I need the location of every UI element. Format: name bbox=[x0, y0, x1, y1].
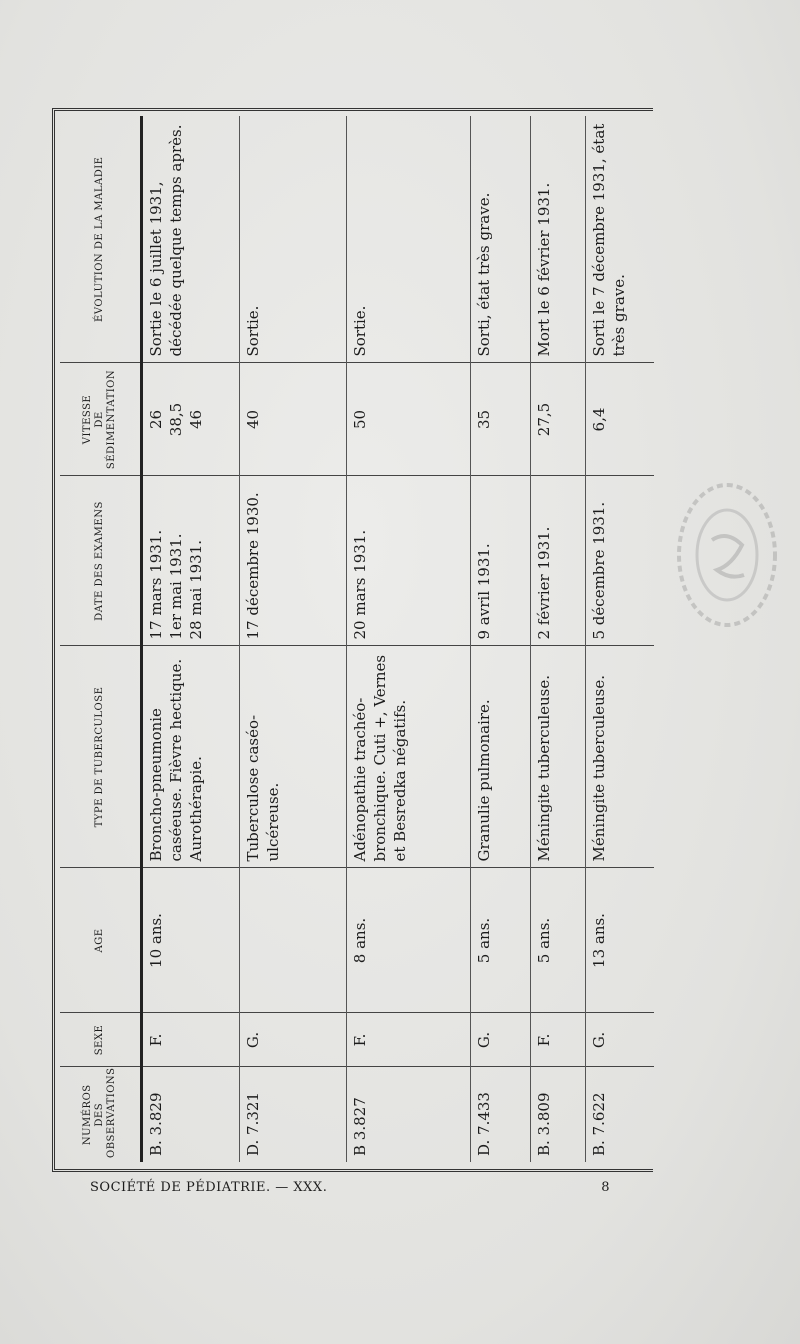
cell-vit bbox=[471, 363, 531, 476]
page-footer bbox=[90, 1180, 610, 1195]
header-vit-line3: SÉDIMENTATION bbox=[106, 369, 117, 470]
cell-sex: G. bbox=[240, 1013, 347, 1067]
footer-journal: SOCIÉTÉ DE PÉDIATRIE. — XXX. bbox=[90, 1180, 328, 1195]
cell-evo: Sortie le 6 juillet 1931, décédée quelque temps après. bbox=[142, 116, 240, 363]
cell-num: B. 3.809 bbox=[531, 1067, 586, 1162]
date-line: 2 février 1931. bbox=[535, 526, 553, 640]
header-vit-line2: DE bbox=[94, 411, 105, 428]
table-row bbox=[142, 116, 240, 1162]
table-row bbox=[586, 116, 654, 1162]
table-row bbox=[471, 116, 531, 1162]
cell-age: 5 ans. bbox=[531, 868, 586, 1013]
cell-evo: Sortie. bbox=[347, 116, 471, 363]
vit-line: 26 bbox=[147, 409, 165, 430]
cell-num: B. 7.622 bbox=[590, 1092, 608, 1156]
cell-dates bbox=[142, 476, 240, 646]
date-line: 17 mars 1931. bbox=[147, 529, 165, 640]
table-row bbox=[240, 116, 347, 1162]
date-line: 20 mars 1931. bbox=[351, 529, 369, 640]
cell-sex: F. bbox=[531, 1013, 586, 1067]
vit-line: 27,5 bbox=[535, 402, 553, 437]
cell-vit bbox=[586, 363, 654, 476]
vit-line: 40 bbox=[244, 409, 262, 430]
vit-line: 6,4 bbox=[590, 407, 608, 432]
date-line: 1er mai 1931. bbox=[167, 533, 185, 640]
cell-evo: Sorti, état très grave. bbox=[471, 116, 531, 363]
cell-sex: F. bbox=[347, 1013, 471, 1067]
cell-num: D. 7.433 bbox=[471, 1067, 531, 1162]
cell-vit bbox=[142, 363, 240, 476]
vit-line: 50 bbox=[351, 409, 369, 430]
cell-num: D. 7.321 bbox=[240, 1067, 347, 1162]
cell-evo: Mort le 6 février 1931. bbox=[531, 116, 586, 363]
header-type: TYPE DE TUBERCULOSE bbox=[60, 646, 142, 868]
cell-evo: Sorti le 7 décembre 1931, état très grave. bbox=[586, 116, 654, 363]
cell-dates bbox=[347, 476, 471, 646]
cell-type: Tuberculose caséo-ulcéreuse. bbox=[240, 646, 347, 868]
cell-dates bbox=[471, 476, 531, 646]
cell-type: Adénopathie trachéo-bronchique. Cuti +, Vernes et Besredka négatifs. bbox=[347, 646, 471, 868]
header-date: DATE DES EXAMENS bbox=[60, 476, 142, 646]
table-row bbox=[531, 116, 586, 1162]
observations-table bbox=[60, 116, 654, 1162]
cell-type: Broncho-pneumonie caséeuse. Fièvre hectique. Aurothérapie. bbox=[142, 646, 240, 868]
cell-sex: G. bbox=[471, 1013, 531, 1067]
cell-evo: Sortie. bbox=[240, 116, 347, 363]
header-num-line1: NUMÉROS bbox=[82, 1084, 93, 1146]
header-num-line3: OBSERVATIONS bbox=[106, 1067, 117, 1158]
library-stamp-icon bbox=[672, 470, 782, 640]
cell-sex: G. bbox=[586, 1013, 654, 1067]
header-vit bbox=[60, 363, 142, 476]
header-vit-line1: VITESSE bbox=[82, 394, 93, 445]
cell-dates bbox=[586, 476, 654, 646]
vit-line: 38,5 bbox=[167, 402, 185, 437]
header-sex: SEXE bbox=[60, 1013, 142, 1067]
cell-age bbox=[240, 868, 347, 1013]
header-num-line2: DES bbox=[94, 1102, 105, 1127]
table-row bbox=[347, 116, 471, 1162]
cell-age: 10 ans. bbox=[142, 868, 240, 1013]
footer-page-number: 8 bbox=[601, 1180, 610, 1195]
vit-line: 35 bbox=[475, 409, 493, 430]
cell-type: Méningite tuberculeuse. bbox=[586, 646, 654, 868]
date-line: 17 décembre 1930. bbox=[244, 492, 262, 640]
header-age: AGE bbox=[60, 868, 142, 1013]
cell-vit bbox=[347, 363, 471, 476]
header-num bbox=[60, 1067, 142, 1162]
cell-num: B. 3.829 bbox=[142, 1067, 240, 1162]
cell-age: 5 ans. bbox=[471, 868, 531, 1013]
cell-sex: F. bbox=[142, 1013, 240, 1067]
vit-line: 46 bbox=[187, 409, 205, 430]
cell-age: 13 ans. bbox=[586, 868, 654, 1013]
rotated-table-container bbox=[60, 116, 650, 1162]
cell-num: B 3.827 bbox=[347, 1067, 471, 1162]
cell-age: 8 ans. bbox=[347, 868, 471, 1013]
date-line: 9 avril 1931. bbox=[475, 543, 493, 640]
cell-dates bbox=[240, 476, 347, 646]
cell-dates bbox=[531, 476, 586, 646]
date-line: 5 décembre 1931. bbox=[590, 501, 608, 640]
cell-type: Méningite tuberculeuse. bbox=[531, 646, 586, 868]
cell-vit bbox=[240, 363, 347, 476]
header-row bbox=[60, 116, 142, 1162]
cell-type: Granulie pulmonaire. bbox=[471, 646, 531, 868]
header-evo: ÉVOLUTION DE LA MALADIE bbox=[60, 116, 142, 363]
date-line: 28 mai 1931. bbox=[187, 539, 205, 640]
cell-vit bbox=[531, 363, 586, 476]
